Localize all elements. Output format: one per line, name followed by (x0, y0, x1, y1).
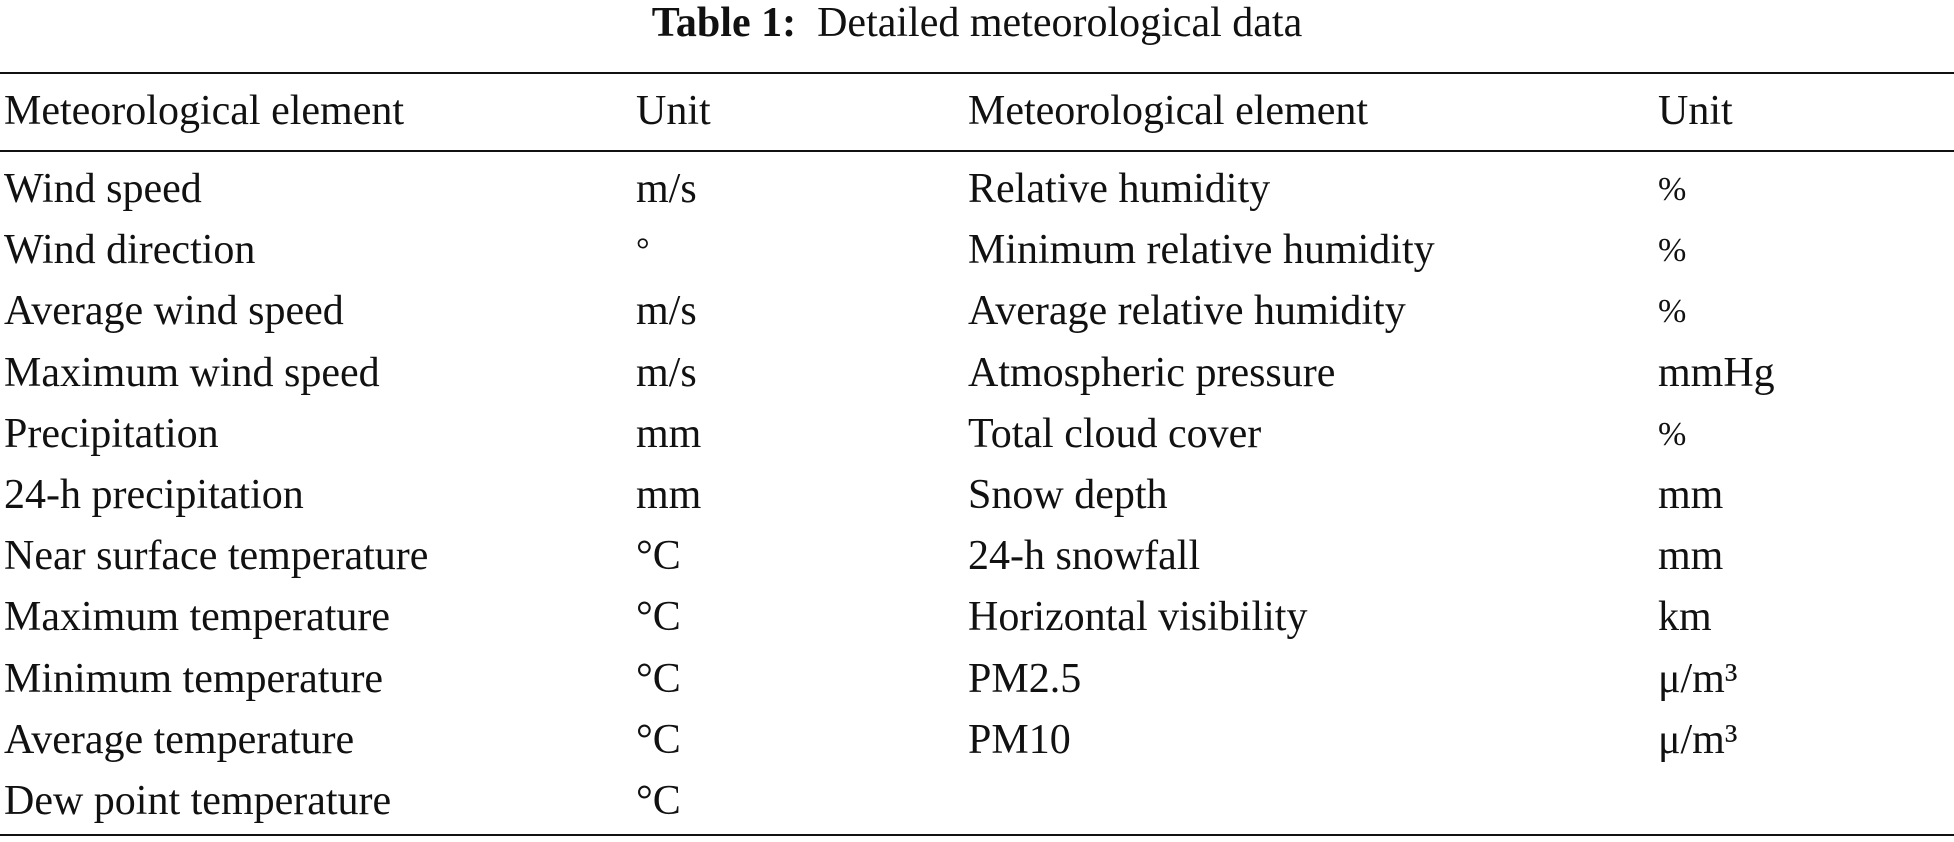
table-cell: °C (636, 533, 681, 580)
table-cell: Maximum temperature (4, 594, 391, 641)
table-cell: 24-h precipitation (4, 472, 304, 518)
table-cell: Precipitation (4, 410, 219, 457)
table-cell: Horizontal visibility (968, 594, 1308, 641)
table-cell: % (1658, 293, 1687, 331)
header-cell: Unit (636, 88, 711, 134)
table-cell: Atmospheric pressure (968, 349, 1336, 396)
table-cell: Minimum temperature (4, 655, 384, 702)
table-row (0, 404, 1954, 465)
table-cell: Maximum wind speed (4, 349, 380, 396)
table-cell: mm (1658, 472, 1724, 518)
table-cell: PM2.5 (968, 655, 1082, 702)
table-caption-label: Table 1: (651, 0, 797, 46)
table-caption-text: Detailed meteorological data (817, 0, 1303, 46)
table-top-rule (0, 72, 1954, 74)
table-cell: μ/m³ (1658, 716, 1738, 763)
table-cell: ° (636, 232, 650, 270)
table-row (0, 710, 1954, 771)
table-cell: Near surface temperature (4, 533, 429, 580)
table-row (0, 343, 1954, 404)
table-row (0, 587, 1954, 648)
table-cell: mm (636, 472, 702, 518)
table-row (0, 526, 1954, 587)
table-cell: mm (636, 410, 702, 457)
table-cell: % (1658, 232, 1687, 270)
table-cell: Wind speed (4, 166, 202, 212)
table-header-rule (0, 150, 1954, 152)
table-row (0, 649, 1954, 710)
table-row (0, 159, 1954, 220)
table-cell: Total cloud cover (968, 410, 1262, 457)
table-cell: °C (636, 778, 681, 824)
table-cell: Dew point temperature (4, 778, 392, 824)
header-cell: Meteorological element (4, 88, 405, 134)
table-bottom-rule (0, 834, 1954, 836)
table-cell: °C (636, 716, 681, 763)
table-cell: PM10 (968, 716, 1071, 763)
table-cell: mmHg (1658, 349, 1775, 396)
header-cell: Meteorological element (968, 88, 1369, 134)
table-cell: mm (1658, 533, 1724, 580)
table-cell: Average wind speed (4, 288, 344, 335)
table-cell: Average relative humidity (968, 288, 1406, 335)
table-row (0, 220, 1954, 281)
table-cell: Snow depth (968, 472, 1168, 518)
table-cell: % (1658, 171, 1687, 208)
table-caption (0, 0, 1954, 46)
table-cell: °C (636, 655, 681, 702)
table-row (0, 465, 1954, 526)
table-cell: °C (636, 594, 681, 641)
table-cell: % (1658, 415, 1687, 453)
table-cell: Average temperature (4, 716, 355, 763)
table-cell: km (1658, 594, 1712, 641)
table-cell: m/s (636, 288, 697, 335)
table-header-row (0, 81, 1954, 142)
table-cell: Relative humidity (968, 166, 1271, 212)
table-cell: Minimum relative humidity (968, 227, 1435, 274)
table-row (0, 771, 1954, 832)
table-cell: Wind direction (4, 227, 256, 274)
table-cell: m/s (636, 349, 697, 396)
table-cell: μ/m³ (1658, 655, 1738, 702)
table-cell: m/s (636, 166, 697, 212)
header-cell: Unit (1658, 88, 1733, 134)
table-cell: 24-h snowfall (968, 533, 1201, 580)
table-row (0, 281, 1954, 342)
